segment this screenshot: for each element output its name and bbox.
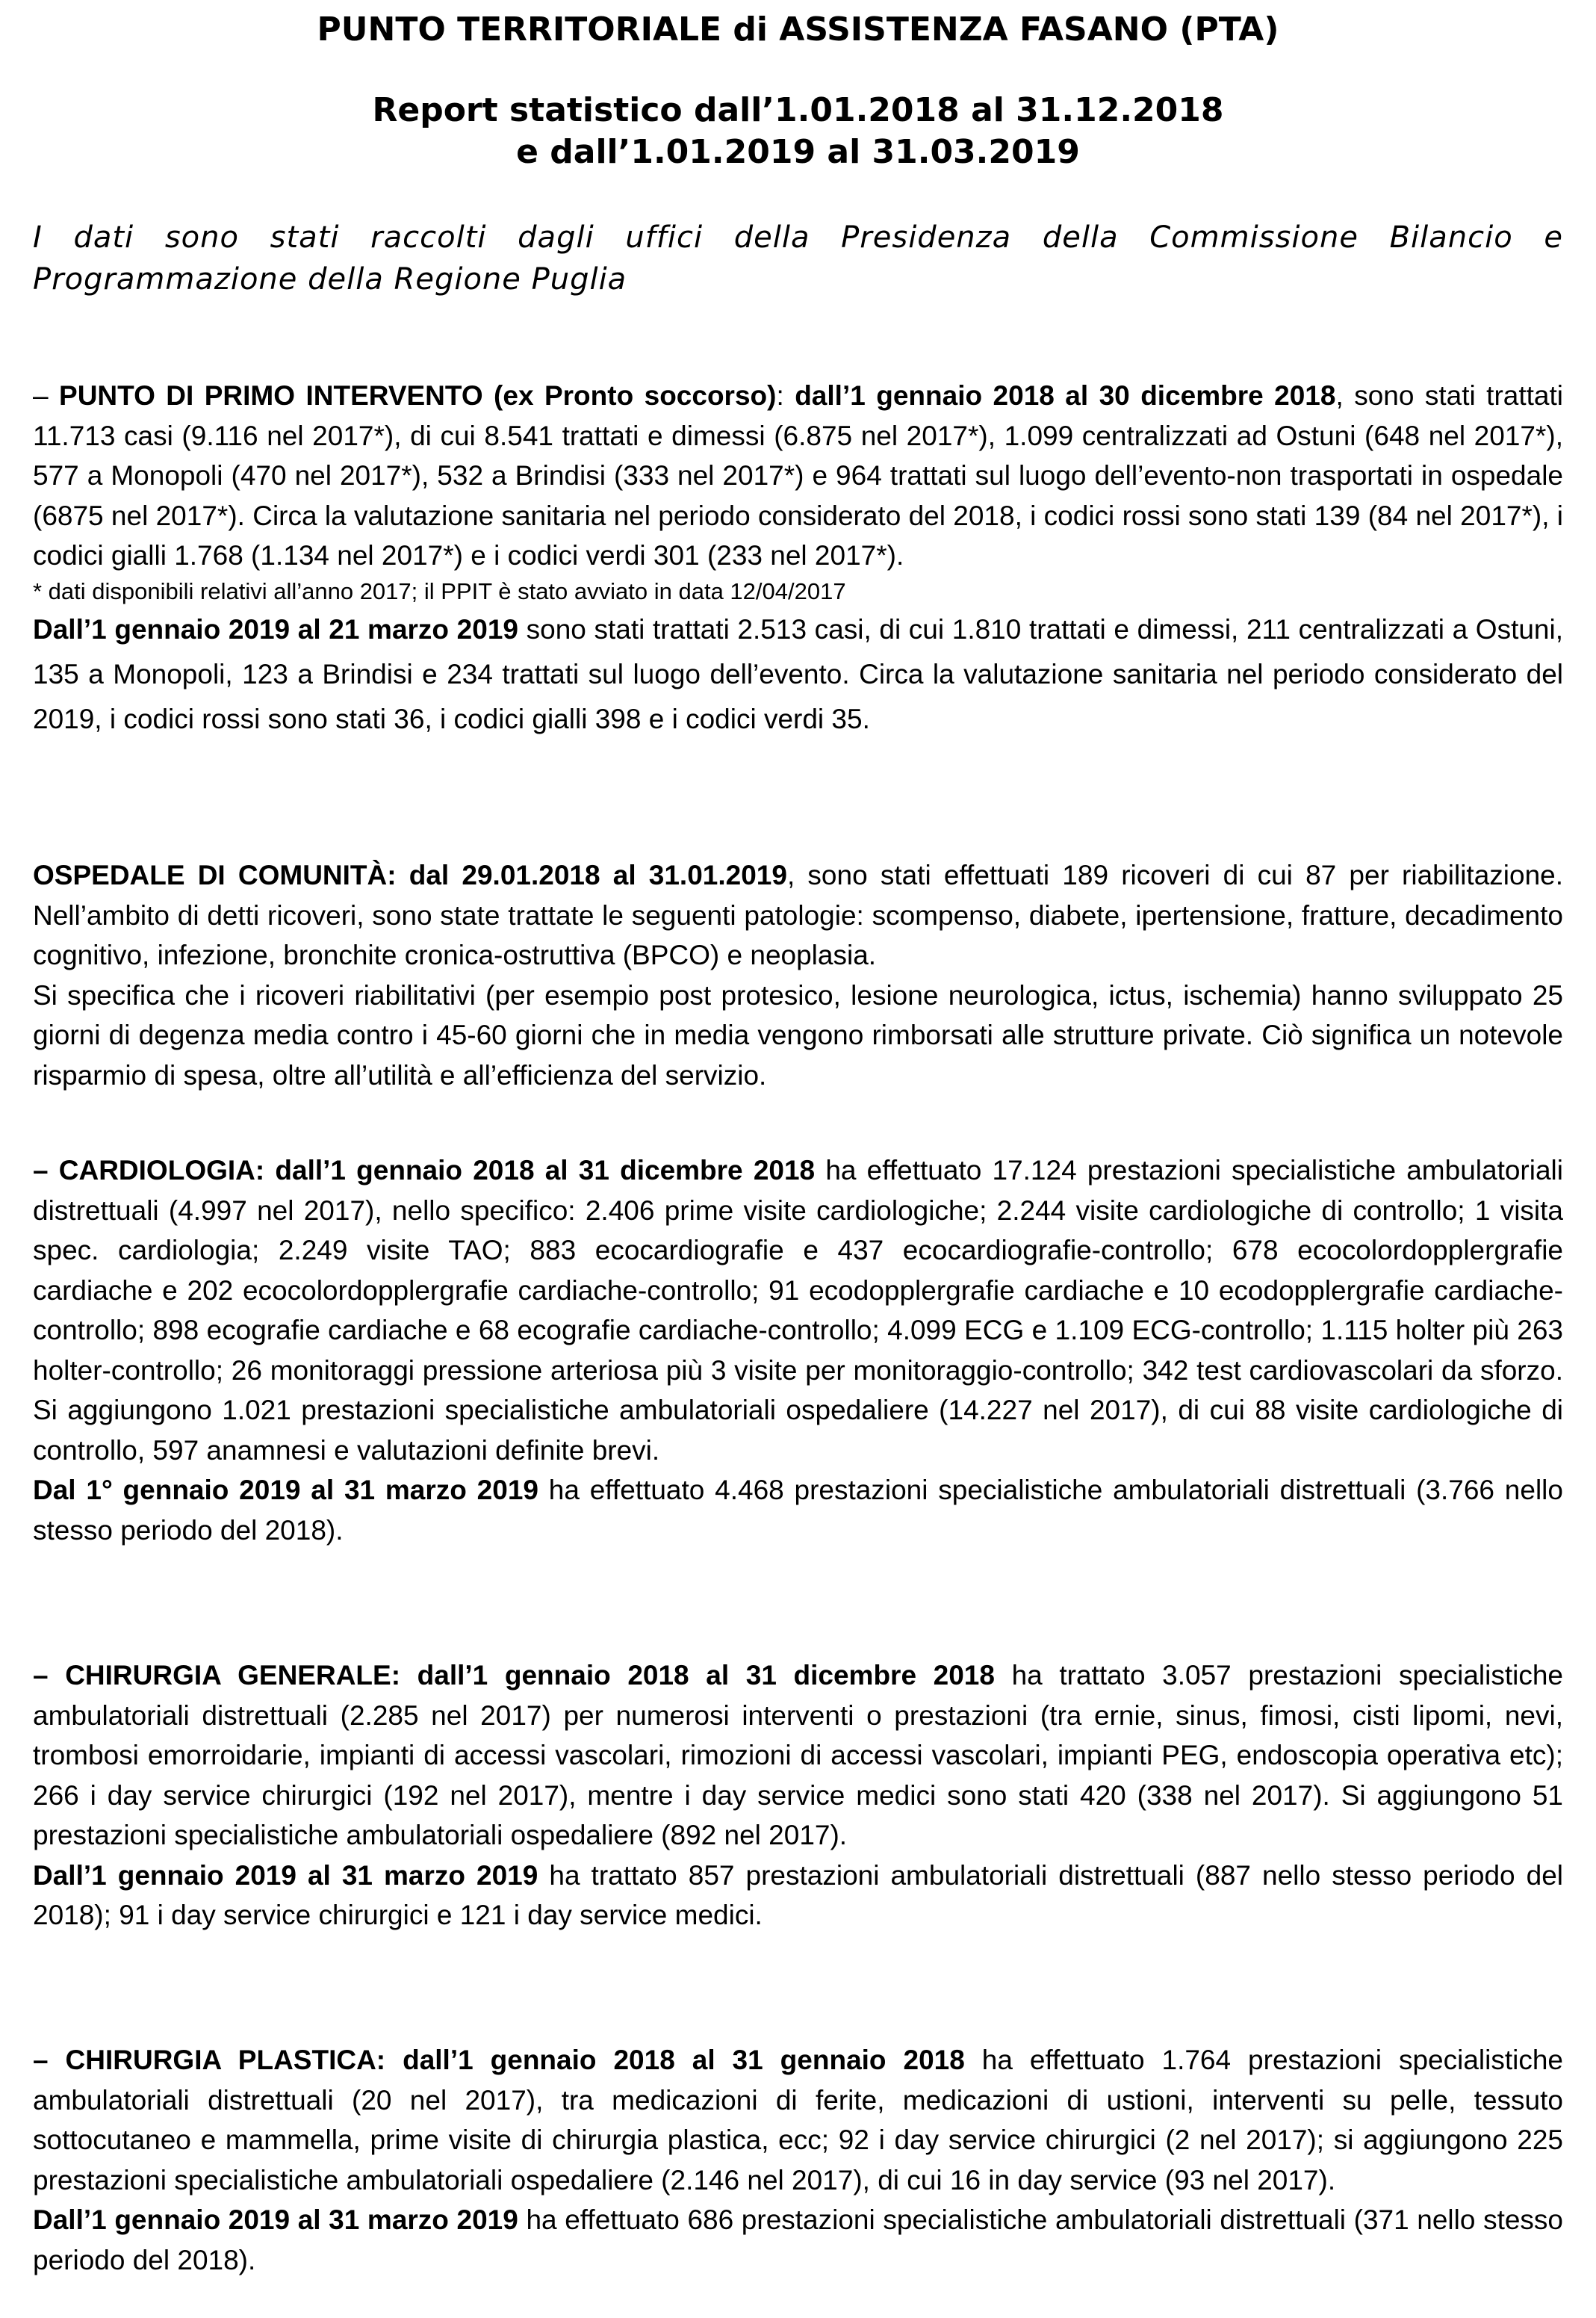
- chirurgia-heading: – CHIRURGIA GENERALE: dall’1 gennaio 2018 al 31 dicembre 2018: [33, 1660, 995, 1691]
- intro-note: I dati sono stati raccolti dagli uffici della Presidenza della Commissione Bilancio e Programmazione della Regione Puglia: [33, 220, 1563, 297]
- ppi-period-2019: Dall’1 gennaio 2019 al 21 marzo 2019: [33, 613, 518, 645]
- odc-text-1: , sono stati effettuati 189 ricoveri di cui 87 per riabilitazione. Nell’ambito di detti ricoveri, sono state trattate le seguenti patologie: scompenso, diabete, ipertensione, fratture, decadimento cognitivo, infezione, bronchite cronica-ostruttiva (BPCO) e neoplasia.: [33, 860, 1564, 970]
- subtitle-line-2: e dall’1.01.2019 al 31.03.2019: [516, 133, 1080, 171]
- ppi-text-2018: , sono stati trattati 11.713 casi (9.116 nel 2017*), di cui 8.541 trattati e dimessi (6.875 nel 2017*), 1.099 centralizzati ad Ostuni (648 nel 2017*), 577 a Monopoli (470 nel 2017*), 532 a Brindisi (333 nel 2017*) e 964 trattati sul luogo dell’evento-non trasportati in ospedale (6875 nel 2017*). Circa la valutazione sanitaria nel periodo considerato del 2018, i codici rossi sono stati 139 (84 nel 2017*), i codici gialli 1.768 (1.134 nel 2017*) e i codici verdi 301 (233 nel 2017*).: [33, 380, 1563, 571]
- plastica-2019-paragraph: [33, 2200, 1563, 2280]
- ppi-colon: :: [776, 380, 795, 411]
- cardio-text-2019: ha effettuato 4.468 prestazioni specialistiche ambulatoriali distrettuali (3.766 nello stesso periodo del 2018).: [33, 1475, 1563, 1546]
- plastica-heading: – CHIRURGIA PLASTICA: dall’1 gennaio 2018 al 31 gennaio 2018: [33, 2045, 965, 2075]
- section-cardiologia: [33, 1150, 1563, 1550]
- plastica-text-2018: ha effettuato 1.764 prestazioni specialistiche ambulatoriali distrettuali (20 nel 2017), tra medicazioni di ferite, medicazioni di ustioni, interventi su pelle, tessuto sottocutaneo e mammella, prime visite di chirurgia plastica, ecc; 92 i day service chirurgici (2 nel 2017); si aggiungono 225 prestazioni specialistiche ambulatoriali ospedaliere (2.146 nel 2017), di cui 16 in day service (93 nel 2017).: [33, 2045, 1563, 2195]
- ppi-footnote: * dati disponibili relativi all’anno 2017; il PPIT è stato avviato in data 12/04/2017: [33, 577, 846, 604]
- document-title: PUNTO TERRITORIALE di ASSISTENZA FASANO (PTA): [317, 10, 1279, 49]
- plastica-2018-paragraph: [33, 2040, 1563, 2200]
- ppi-text-2019: sono stati trattati 2.513 casi, di cui 1.810 trattati e dimessi, 211 centralizzati a Ostuni, 135 a Monopoli, 123 a Brindisi e 234 trattati sul luogo dell’evento. Circa la valutazione sanitaria nel periodo considerato del 2019, i codici rossi sono stati 36, i codici gialli 398 e i codici verdi 35.: [33, 613, 1563, 734]
- odc-heading: OSPEDALE DI COMUNITÀ: dal 29.01.2018 al 31.01.2019: [33, 860, 787, 890]
- section-primo-intervento: [33, 376, 1563, 742]
- section-chirurgia-plastica: [33, 2040, 1563, 2280]
- cardio-2019-paragraph: [33, 1470, 1563, 1550]
- ppi-2019-paragraph: [33, 607, 1563, 742]
- ppi-dash: –: [33, 380, 60, 411]
- report-period-subtitle: [33, 90, 1563, 173]
- chirurgia-period-2019: Dall’1 gennaio 2019 al 31 marzo 2019: [33, 1859, 538, 1891]
- section-chirurgia-generale: [33, 1655, 1563, 1936]
- plastica-text-2019: ha effettuato 686 prestazioni specialistiche ambulatoriali distrettuali (371 nello stesso periodo del 2018).: [33, 2204, 1564, 2275]
- odc-paragraph-2: Si specifica che i ricoveri riabilitativi (per esempio post protesico, lesione neurologica, ictus, ischemia) hanno sviluppato 25 giorni di degenza media contro i 45-60 giorni che in media vengono rimborsati alle strutture private. Ciò significa un notevole risparmio di spesa, oltre all’utilità e all’efficienza del servizio.: [33, 979, 1563, 1091]
- plastica-period-2019: Dall’1 gennaio 2019 al 31 marzo 2019: [33, 2204, 518, 2235]
- cardio-heading: – CARDIOLOGIA: dall’1 gennaio 2018 al 31 dicembre 2018: [33, 1155, 816, 1186]
- section-ospedale-comunita: [33, 855, 1563, 1095]
- chirurgia-text-2018: ha trattato 3.057 prestazioni specialistiche ambulatoriali distrettuali (2.285 nel 2017) per numerosi interventi o prestazioni (tra ernie, sinus, fimosi, cisti lipomi, nevi, trombosi emorroidarie, impianti di accessi vascolari, rimozioni di accessi vascolari, impianti PEG, endoscopia operativa etc); 266 i day service chirurgici (192 nel 2017), mentre i day service medici sono stati 420 (338 nel 2017). Si aggiungono 51 prestazioni specialistiche ambulatoriali ospedaliere (892 nel 2017).: [33, 1660, 1563, 1850]
- ppi-period-2018: dall’1 gennaio 2018 al 30 dicembre 2018: [795, 380, 1336, 411]
- chirurgia-2018-paragraph: [33, 1655, 1563, 1856]
- odc-paragraph-1: [33, 855, 1563, 976]
- chirurgia-text-2019: ha trattato 857 prestazioni ambulatoriali distrettuali (887 nello stesso periodo del 2018); 91 i day service chirurgici e 121 i day service medici.: [33, 1859, 1564, 1930]
- chirurgia-2019-paragraph: [33, 1856, 1563, 1936]
- subtitle-line-1: Report statistico dall’1.01.2018 al 31.12.2018: [372, 91, 1224, 129]
- cardio-2018-paragraph: [33, 1150, 1563, 1470]
- ppi-2018-paragraph: [33, 376, 1563, 576]
- ppi-heading: PUNTO DI PRIMO INTERVENTO (ex Pronto soccorso): [59, 380, 777, 411]
- cardio-text-2018: ha effettuato 17.124 prestazioni specialistiche ambulatoriali distrettuali (4.997 nel 2017), nello specifico: 2.406 prime visite cardiologiche; 2.244 visite cardiologiche di controllo; 1 visita spec. cardiologia; 2.249 visite TAO; 883 ecocardiografie e 437 ecocardiografie-controllo; 678 ecocolordopplergrafie cardiache e 202 ecocolordopplergrafie cardiache-controllo; 91 ecodopplergrafie cardiache e 10 ecodopplergrafie cardiache-controllo; 898 ecografie cardiache e 68 ecografie cardiache-controllo; 4.099 ECG e 1.109 ECG-controllo; 1.115 holter più 263 holter-controllo; 26 monitoraggi pressione arteriosa più 3 visite per monitoraggio-controllo; 342 test cardiovascolari da sforzo. Si aggiungono 1.021 prestazioni specialistiche ambulatoriali ospedaliere (14.227 nel 2017), di cui 88 visite cardiologiche di controllo, 597 anamnesi e valutazioni definite brevi.: [33, 1155, 1563, 1466]
- cardio-period-2019: Dal 1° gennaio 2019 al 31 marzo 2019: [33, 1475, 538, 1505]
